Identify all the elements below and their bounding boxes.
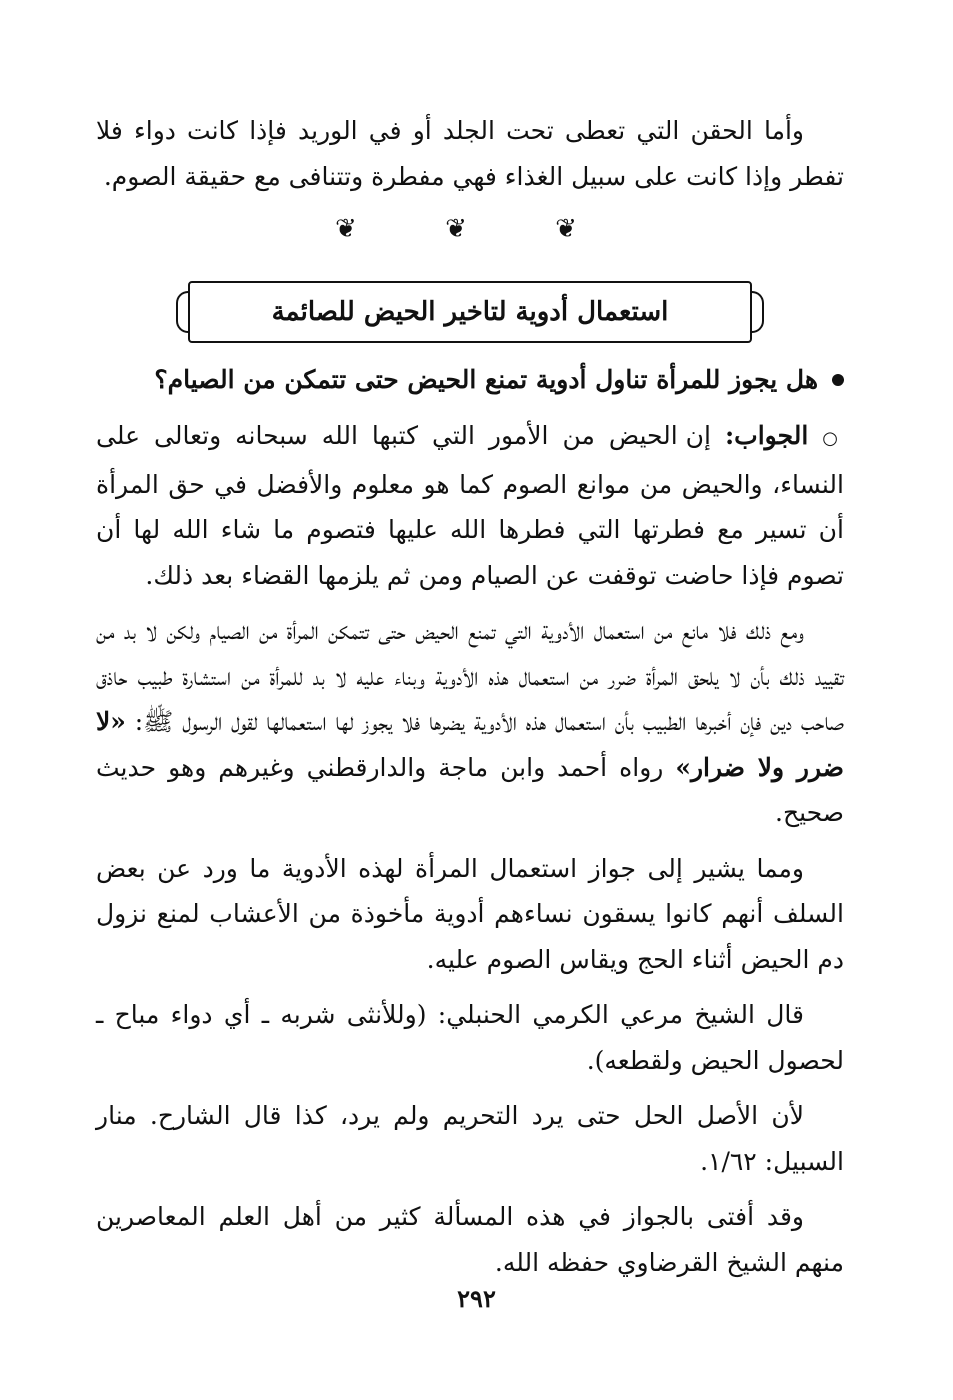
hadith-quote: «لا ضرر ولا ضرار» xyxy=(96,707,844,782)
page-number: ٢٩٢ xyxy=(457,1284,496,1313)
page-body xyxy=(96,108,844,1285)
section-title: استعمال أدوية لتاخير الحيض للصائمة xyxy=(271,297,669,327)
answer-marker-icon: ○ xyxy=(822,428,844,449)
answer-paragraph xyxy=(96,413,844,598)
paragraph-6: وقد أفتى بالجواز في هذه المسألة كثير من أهل العلم المعاصرين منهم الشيخ القرضاوي حفظه الله. xyxy=(96,1202,844,1277)
answer-text: إن الحيض من الأمور التي كتبها الله سبحانه وتعالى على النساء، والحيض من موانع الصوم كما هو معلوم والأفضل في حق المرأة أن تسير مع فطرتها التي فطرها الله عليها فتصوم ما شاء الله لها أن تصوم فإذا حاضت توقفت عن الصيام ومن ثم يلزمها القضاء بعد ذلك. xyxy=(96,421,844,590)
ornament-icon: ❦ xyxy=(335,214,385,244)
section-title-frame xyxy=(188,281,752,343)
paragraph-2-tail: رواه أحمد وابن ماجة والدارقطني وغيرهم وهو حديث صحيح. xyxy=(96,752,844,827)
section-divider xyxy=(96,199,844,259)
bullet-icon xyxy=(832,374,844,386)
paragraph-2 xyxy=(96,608,844,836)
ornament-icon: ❦ xyxy=(555,214,605,244)
ornament-icon: ❦ xyxy=(445,214,495,244)
intro-paragraph: وأما الحقن التي تعطى تحت الجلد أو في الوريد فإذا كانت دواء فلا تفطر وإذا كانت على سبيل الغذاء فهي مفطرة وتتنافى مع حقيقة الصوم. xyxy=(96,116,844,191)
question-text: هل يجوز للمرأة تناول أدوية تمنع الحيض حتى تتمكن من الصيام؟ xyxy=(154,365,818,394)
question-line xyxy=(96,357,844,403)
paragraph-2-text: ومع ذلك فلا مانع من استعمال الأدوية التي تمنع الحيض حتى تتمكن المرأة من الصيام ولكن لا بد من تقييد ذلك بأن لا يلحق المرأة ضرر من استعمال هذه الأدوية وبناء عليه لا بد للمرأة من استشارة طبيب حاذق صاحب دين فإن أخبرها الطبيب بأن استعمال هذه الأدوية يضرها فلا يجوز لها استعمالها لقول الرسول ﷺ: xyxy=(96,616,844,736)
answer-label: الجواب: xyxy=(724,421,809,450)
paragraph-4: قال الشيخ مرعي الكرمي الحنبلي: (وللأنثى شربه ـ أي دواء مباح ـ لحصول الحيض ولقطعه). xyxy=(96,1000,844,1075)
paragraph-3: ومما يشير إلى جواز استعمال المرأة لهذه الأدوية ما ورد عن بعض السلف أنهم كانوا يسقون نساءهم أدوية مأخوذة من الأعشاب لمنع نزول دم الحيض أثناء الحج ويقاس الصوم عليه. xyxy=(96,853,844,974)
paragraph-5: لأن الأصل الحل حتى يرد التحريم ولم يرد، كذا قال الشارح. منار السبيل: ١/٦٢. xyxy=(96,1101,844,1176)
